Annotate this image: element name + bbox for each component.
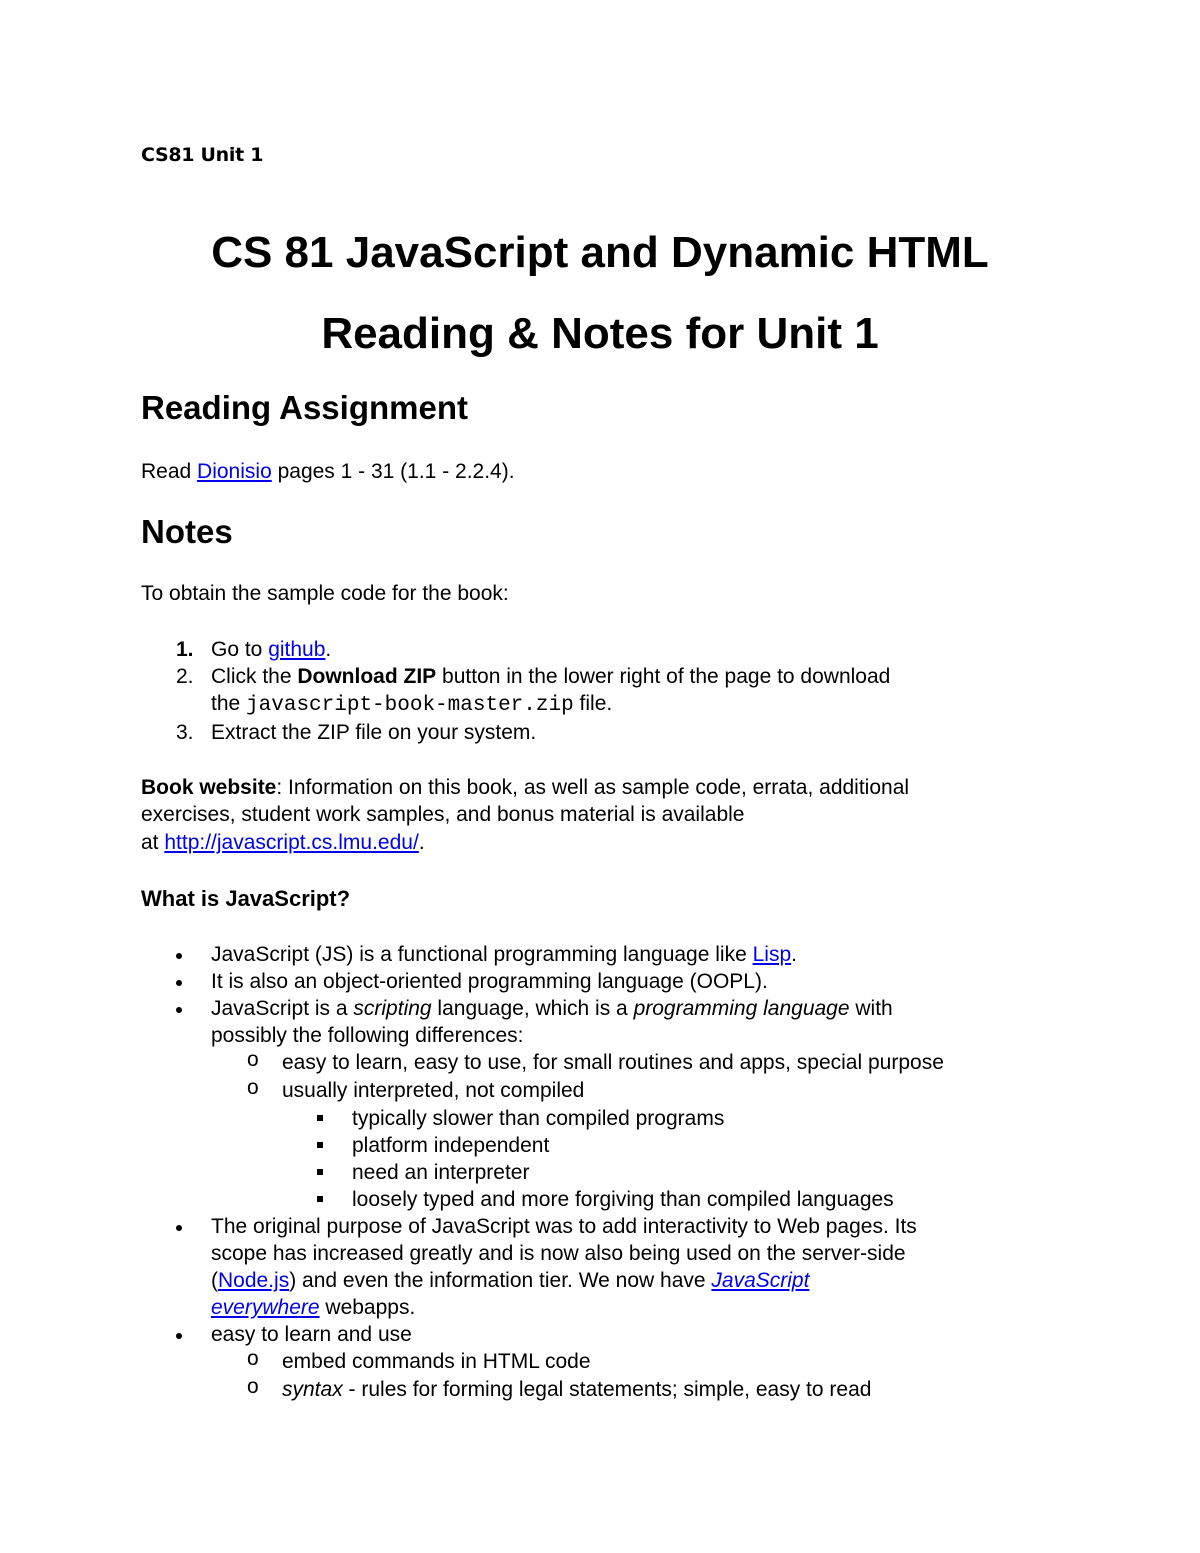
bullet-4-line-3: (Node.js) and even the information tier. We now have JavaScript bbox=[211, 1269, 810, 1292]
bullet-dot bbox=[176, 1007, 182, 1013]
step-2-line-2: the javascript-book-master.zip file. bbox=[211, 692, 613, 717]
notes-intro: To obtain the sample code for the book: bbox=[141, 582, 509, 605]
bullet-5: easy to learn and use bbox=[211, 1323, 412, 1346]
javascript-everywhere-link[interactable]: JavaScript bbox=[711, 1269, 810, 1292]
book-website-line-2: exercises, student work samples, and bonus material is available bbox=[141, 803, 745, 826]
what-heading: What is JavaScript? bbox=[141, 886, 351, 911]
bullet-dot bbox=[176, 1225, 182, 1231]
book-website-line-1: Book website: Information on this book, as well as sample code, errata, additional bbox=[141, 776, 910, 799]
sub-sub-bullet-3: need an interpreter bbox=[352, 1161, 530, 1184]
reading-text: Read Dionisio pages 1 - 31 (1.1 - 2.2.4). bbox=[141, 460, 515, 483]
bullet-dot bbox=[176, 1333, 182, 1339]
sub-bullet-2: usually interpreted, not compiled bbox=[282, 1079, 585, 1102]
sub-sub-bullet-2: platform independent bbox=[352, 1134, 550, 1157]
sub-bullet-marker: o bbox=[247, 1048, 259, 1071]
notes-heading: Notes bbox=[141, 513, 233, 550]
page-subtitle: Reading & Notes for Unit 1 bbox=[321, 309, 879, 358]
javascript-everywhere-link-cont[interactable]: everywhere bbox=[211, 1296, 320, 1319]
bullet-dot bbox=[176, 980, 182, 986]
sub-bullet-marker: o bbox=[247, 1347, 259, 1370]
running-header: CS81 Unit 1 bbox=[141, 144, 264, 166]
sub-bullet-3: embed commands in HTML code bbox=[282, 1350, 591, 1373]
reading-heading: Reading Assignment bbox=[141, 389, 468, 426]
square-bullet bbox=[317, 1142, 323, 1148]
sub-bullet-4: syntax - rules for forming legal statements; simple, easy to read bbox=[282, 1378, 872, 1401]
bullet-4-line-4: everywhere webapps. bbox=[211, 1296, 416, 1319]
zip-filename: javascript-book-master.zip bbox=[246, 694, 574, 717]
square-bullet bbox=[317, 1196, 323, 1202]
bullet-3-line-2: possibly the following differences: bbox=[211, 1024, 524, 1047]
bullet-1: JavaScript (JS) is a functional programming language like Lisp. bbox=[211, 943, 797, 966]
step-2: Click the Download ZIP button in the lower right of the page to download bbox=[211, 665, 891, 688]
step-3: Extract the ZIP file on your system. bbox=[211, 721, 537, 744]
bullet-3: JavaScript is a scripting language, which is a programming language with bbox=[211, 997, 893, 1020]
sub-bullet-1: easy to learn, easy to use, for small routines and apps, special purpose bbox=[282, 1051, 944, 1074]
bullet-dot bbox=[176, 953, 182, 959]
page-title: CS 81 JavaScript and Dynamic HTML bbox=[211, 228, 989, 277]
square-bullet bbox=[317, 1115, 323, 1121]
bullet-4-line-2: scope has increased greatly and is now also being used on the server-side bbox=[211, 1242, 906, 1265]
github-link[interactable]: github bbox=[268, 638, 326, 661]
sub-sub-bullet-4: loosely typed and more forgiving than compiled languages bbox=[352, 1188, 894, 1211]
bullet-2: It is also an object-oriented programming language (OOPL). bbox=[211, 970, 768, 993]
sub-bullet-marker: o bbox=[247, 1076, 259, 1099]
sub-sub-bullet-1: typically slower than compiled programs bbox=[352, 1107, 725, 1130]
book-website-line-3: at http://javascript.cs.lmu.edu/. bbox=[141, 831, 425, 854]
sub-bullet-marker: o bbox=[247, 1375, 259, 1398]
step-number-2: 2. bbox=[176, 665, 194, 688]
book-website-link[interactable]: http://javascript.cs.lmu.edu/ bbox=[164, 831, 419, 854]
step-1: Go to github. bbox=[211, 638, 332, 661]
lisp-link[interactable]: Lisp bbox=[752, 943, 792, 966]
nodejs-link[interactable]: Node.js bbox=[218, 1269, 290, 1292]
bullet-4: The original purpose of JavaScript was to add interactivity to Web pages. Its bbox=[211, 1215, 917, 1238]
step-number-1: 1. bbox=[176, 638, 194, 661]
dionisio-link[interactable]: Dionisio bbox=[197, 460, 272, 483]
square-bullet bbox=[317, 1169, 323, 1175]
step-number-3: 3. bbox=[176, 721, 194, 744]
